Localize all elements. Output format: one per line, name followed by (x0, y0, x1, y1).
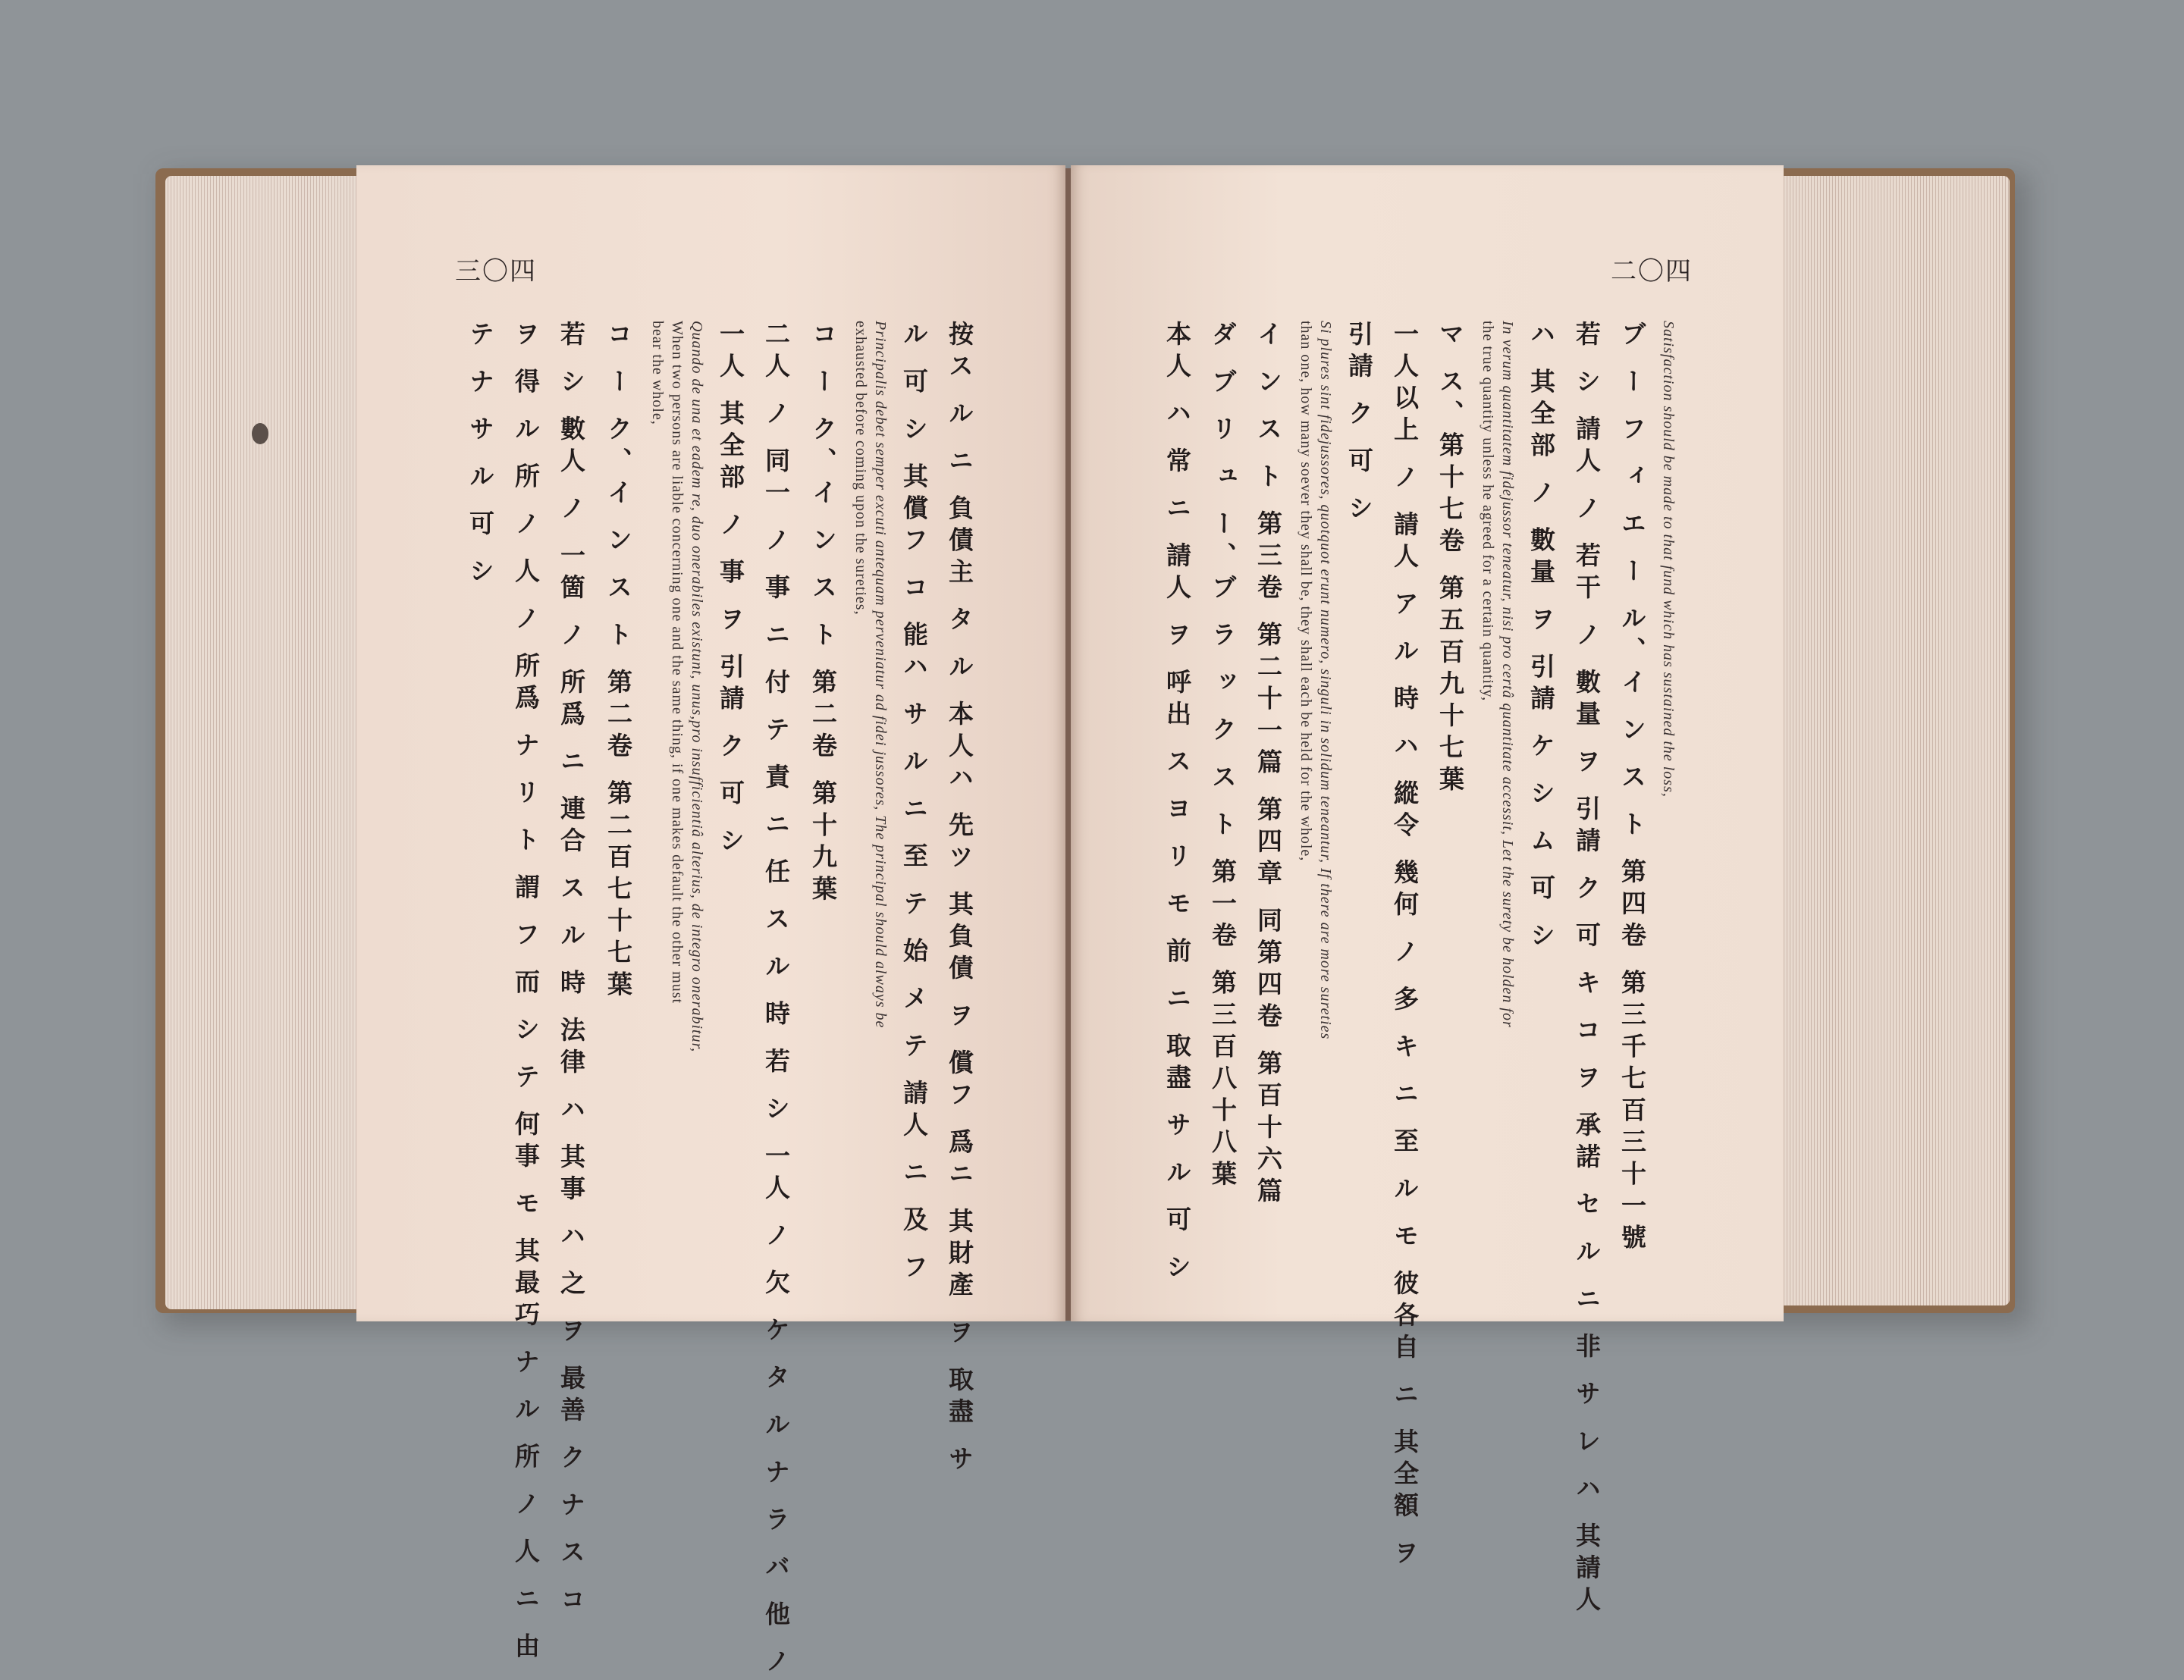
text-column: bear the whole, (649, 321, 666, 425)
text-column: 若 シ 請人 ノ 若干 ノ 數量 ヲ 引請 ク 可 キ コ ヲ 承諾 セ ル ニ 非 サ レ ハ 其請人 (1572, 321, 1602, 1618)
text-column: When two persons are liable concerning one and the same thing, if one makes default the other must (669, 321, 686, 1005)
text-column: テ ナ サ ル 可 シ (466, 321, 495, 590)
text-column: than one, how many soever they shall be, they shall each be held for the whole, (1298, 321, 1314, 862)
text-column: exhausted before coming upon the sureties, (852, 321, 869, 616)
text-column: 引請 ク 可 シ (1345, 321, 1374, 527)
left-page-edges (165, 176, 370, 1309)
text-column: the true quantity unless he agreed for a certain quantity, (1480, 321, 1496, 702)
text-column: 一人 其全部 ノ 事 ヲ 引請 ク 可 シ (716, 321, 745, 859)
text-column: Si plures sint fidejussores, quotquot erunt numero, singuli in solidum teneantur, If there are more sureties (1317, 321, 1334, 1040)
text-column: In verum quantitatem fidejussor teneatur, nisi pro certâ quantitate accessit, Let the surety be holden for (1499, 321, 1516, 1028)
text-column: ヲ 得 ル 所 ノ 人 ノ 所爲 ナ リ ト 謂 フ 而 シ テ 何事 モ 其最巧 ナ ル 所 ノ 人 ニ 由 (511, 321, 541, 1665)
text-column: マ ス、第十七卷 第五百九十七葉 (1436, 321, 1465, 798)
right-page (1071, 165, 1784, 1618)
text-column: 二人 ノ 同一 ノ 事 ニ 付 テ 責 ニ 任 ス ル 時 若 シ 一人 ノ 欠 ケ タ ル ナ ラ バ 他 ノ (761, 321, 791, 1680)
left-page-number: 三〇四 (455, 256, 537, 287)
text-column: 本人 ハ 常 ニ 請人 ヲ 呼出 ス ヨ リ モ 前 ニ 取盡 サ ル 可 シ (1163, 321, 1192, 1286)
text-column: ブ ー フ ィ エ ー ル、イ ン ス ト 第四卷 第三千七百三十一號 (1618, 321, 1647, 1256)
text-column: コ ー ク、イ ン ス ト 第二卷 第十九葉 (808, 321, 838, 907)
text-column: イ ン ス ト 第三卷 第二十一篇 第四章 同第四卷 第百十六篇 (1254, 321, 1283, 1209)
text-column: ダ ブ リ ュ ー、ブ ラ ッ ク ス ト 第一卷 第三百八十八葉 (1208, 321, 1238, 1193)
page-edge-blemish (252, 423, 268, 444)
text-column: 按ス ル ニ 負債主 タ ル 本人ハ 先ツ 其負債 ヲ 償フ 爲ニ 其財產 ヲ 取盡 サ (945, 321, 974, 1478)
right-page-edges (1778, 176, 2010, 1305)
text-column: 若 シ 數人 ノ 一箇 ノ 所爲 ニ 連合 ス ル 時 法律 ハ 其事 ハ 之 ヲ 最善 ク ナ ス コ (557, 321, 586, 1618)
left-page (356, 165, 1065, 1680)
text-column: ハ 其全部 ノ 數量 ヲ 引請 ケ シ ム 可 シ (1527, 321, 1556, 954)
text-column: 一人以上 ノ 請人 ア ル 時 ハ 縱令 幾何 ノ 多 キ ニ 至 ル モ 彼各自 ニ 其全額 ヲ (1390, 321, 1420, 1572)
right-page-number: 二〇四 (1611, 256, 1693, 287)
text-column: ル 可 シ 其償フ コ 能ハ サ ル ニ 至 テ 始 メ テ 請人 ニ 及 フ (899, 321, 929, 1286)
text-column: Principalis debet semper excuti antequam perveniatur ad fidei jussores, The principal should always be (872, 321, 889, 1029)
text-column: Quando de una et eadem re, duo onerabiles existunt, unus,pro insufficientiâ alterius, de integro onerabitur, (689, 321, 705, 1053)
text-column: Satisfaction should be made to that fund which has sustained the loss, (1660, 321, 1677, 798)
text-column: コ ー ク、イ ン ス ト 第二卷 第二百七十七葉 (604, 321, 633, 1003)
